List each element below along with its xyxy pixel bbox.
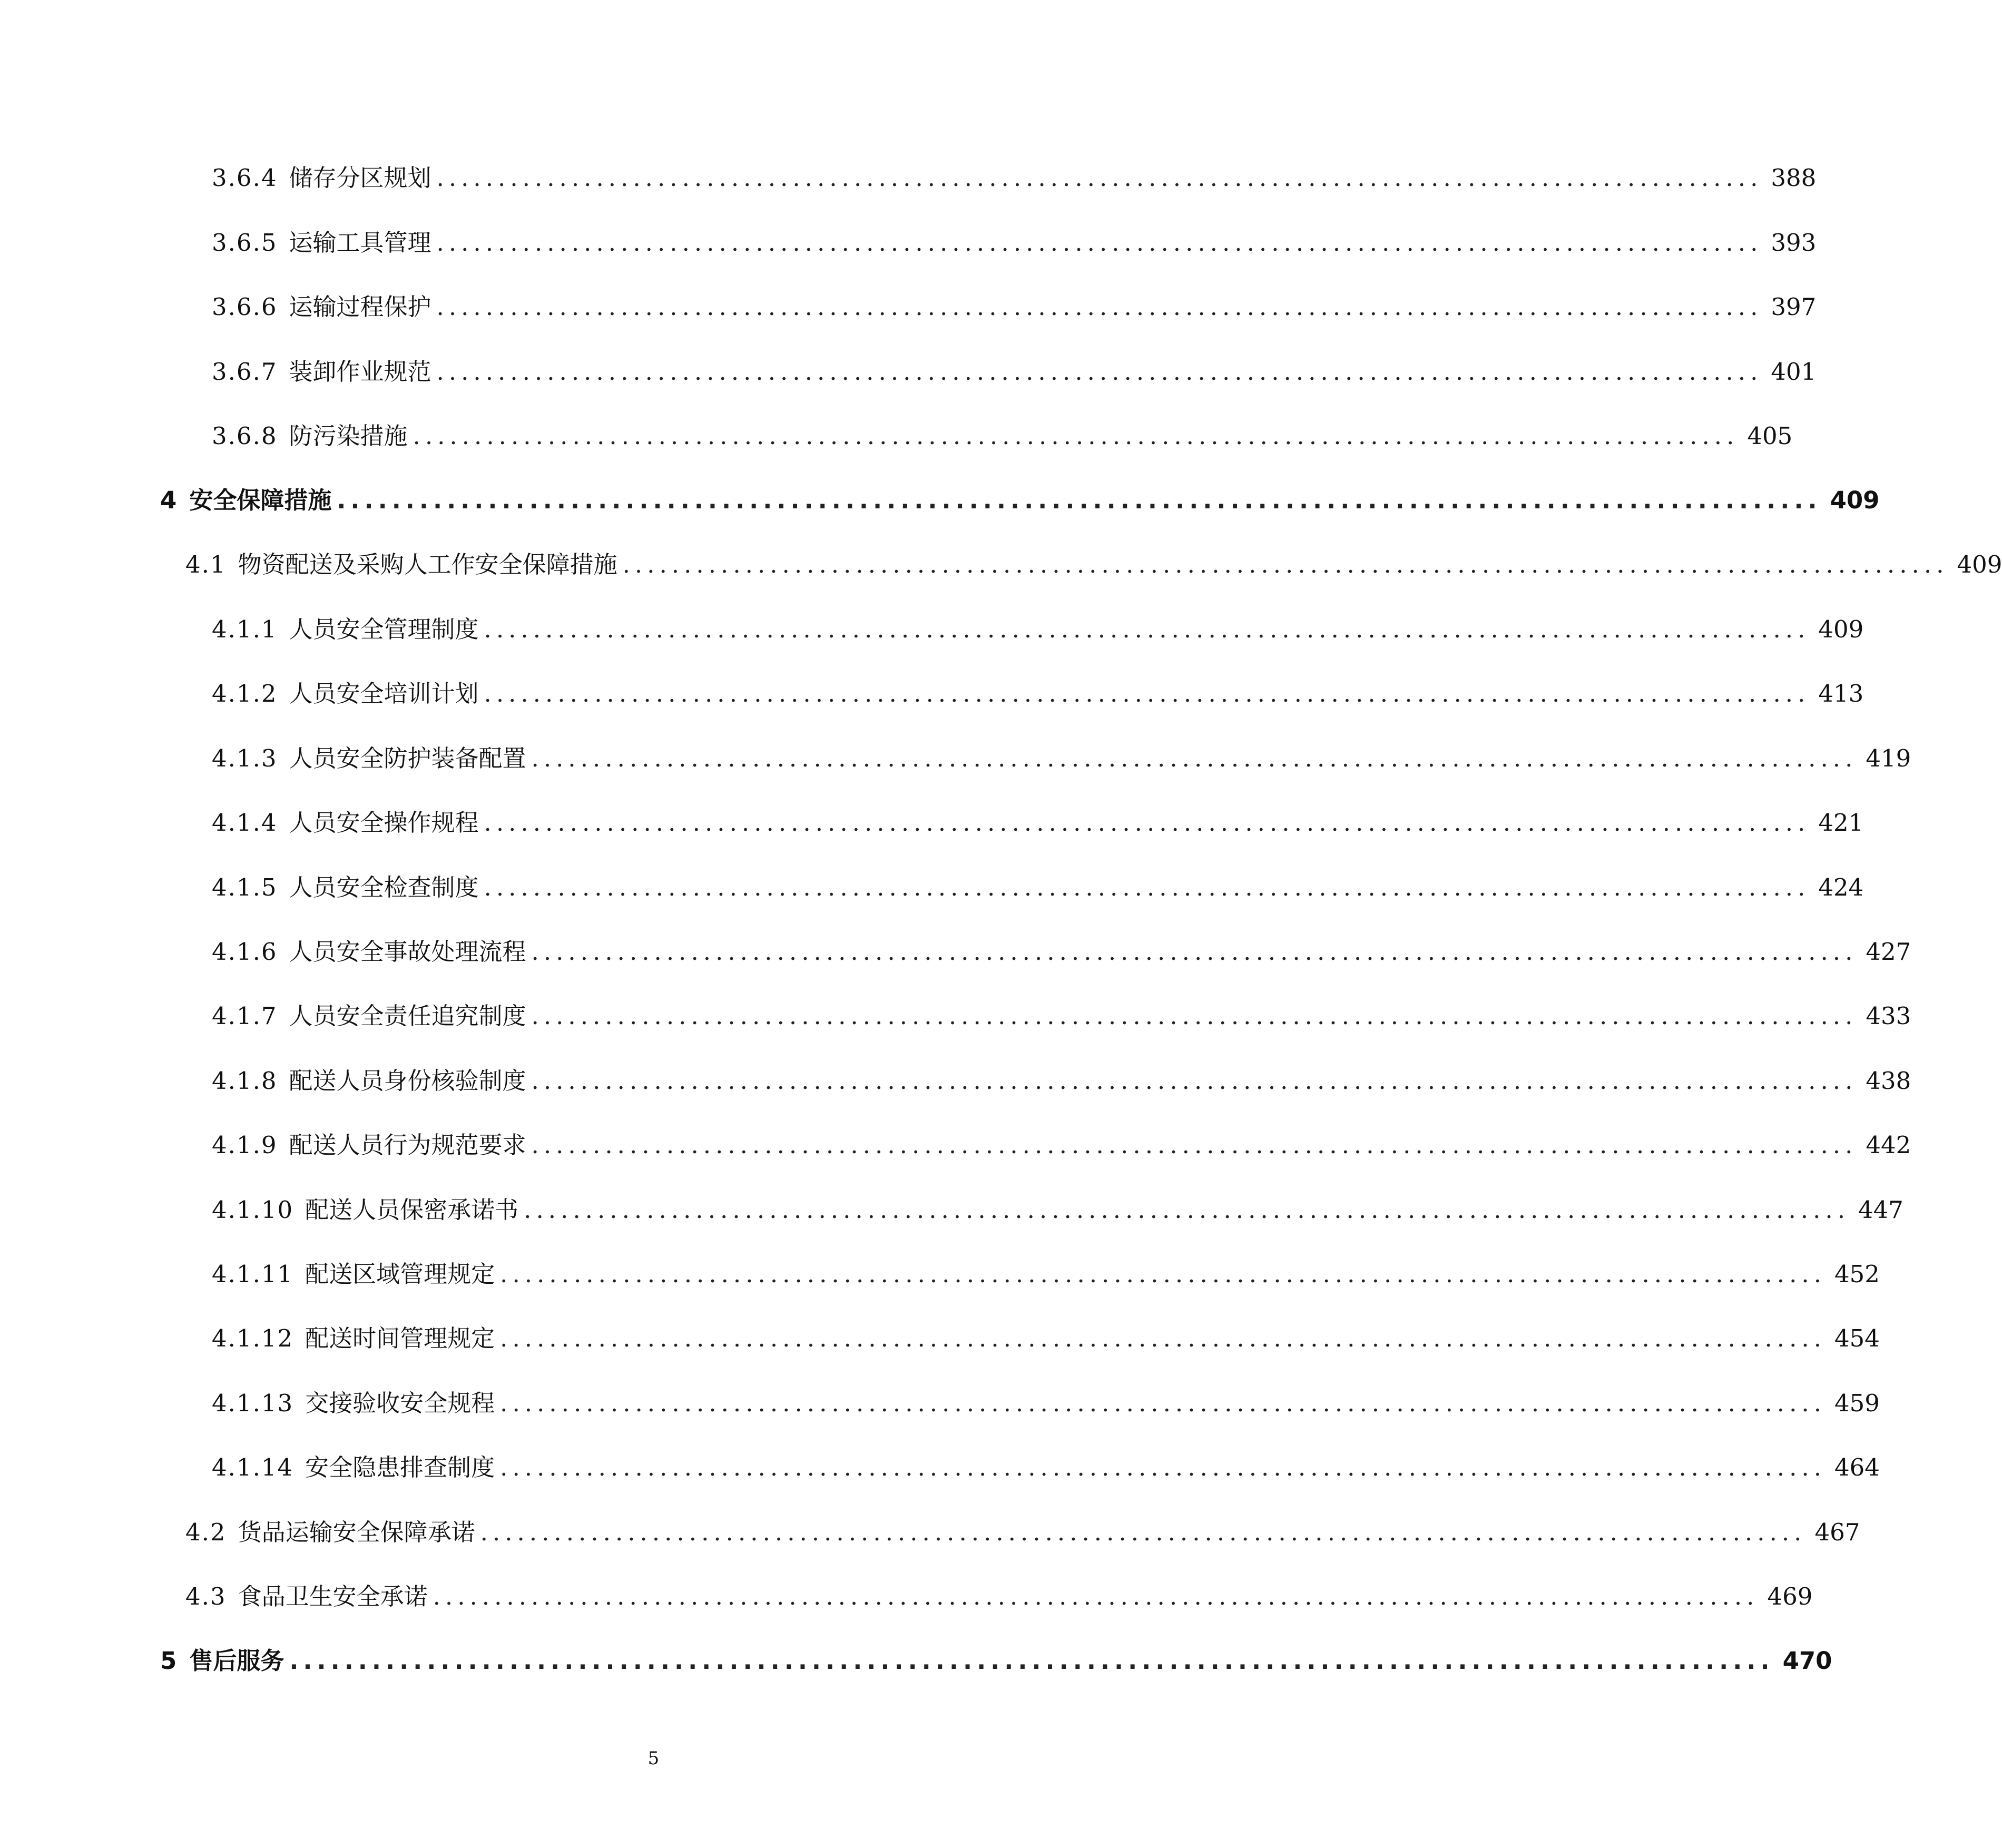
toc-section-entry[interactable] (185, 1576, 1813, 1618)
toc-entry-number: 3.6.4 (212, 164, 278, 192)
toc-dot-leader: ............................................................................................................ (500, 1260, 1827, 1288)
toc-entry-title: 配送区域管理规定 (305, 1260, 495, 1288)
toc-entry-number: 4 (160, 486, 178, 514)
toc-dot-leader: ............................................................................................................ (531, 1131, 1858, 1159)
toc-entry-number: 4.1.1 (212, 615, 278, 643)
toc-dot-leader: ............................................................................................................ (531, 1002, 1858, 1030)
toc-entry-title: 配送时间管理规定 (305, 1324, 495, 1352)
toc-dot-leader: ............................................................................................................ (531, 744, 1858, 772)
toc-entry-number: 4.1.4 (212, 809, 278, 837)
toc-dot-leader: ............................................................................................................ (531, 1067, 1858, 1095)
toc-entry-number: 4.1.7 (212, 1002, 278, 1030)
toc-entry-title: 人员安全培训计划 (289, 680, 479, 707)
toc-dot-leader: ............................................................................................................ (413, 422, 1739, 450)
toc-entry-title: 人员安全操作规程 (289, 809, 479, 837)
toc-dot-leader: ............................................................................................................ (436, 358, 1763, 386)
toc-dot-leader: ............................................................................................................ (436, 164, 1763, 192)
toc-section-entry[interactable] (185, 544, 2002, 586)
toc-entry-number: 4.1.8 (212, 1067, 278, 1095)
toc-entry[interactable] (212, 931, 1911, 973)
toc-entry-title: 物资配送及采购人工作安全保障措施 (238, 551, 617, 578)
toc-entry[interactable] (212, 351, 1817, 393)
toc-entry-title: 交接验收安全规程 (305, 1389, 495, 1417)
toc-dot-leader: ............................................................................................................ (484, 680, 1810, 707)
toc-entry-page: 467 (1814, 1518, 1860, 1546)
toc-chapter-entry[interactable] (160, 1640, 1832, 1682)
toc-entry-number: 4.1.9 (212, 1131, 278, 1159)
toc-entry[interactable] (212, 1447, 1880, 1489)
toc-entry-page: 447 (1858, 1196, 1903, 1224)
toc-entry-number: 4.1.11 (212, 1260, 294, 1288)
toc-entry-number: 4.1.13 (212, 1389, 294, 1417)
toc-entry-page: 464 (1834, 1453, 1880, 1481)
toc-entry-title: 人员安全责任追究制度 (289, 1002, 526, 1030)
toc-entry-number: 3.6.8 (212, 422, 278, 450)
toc-dot-leader: ............................................................................................................ (500, 1324, 1827, 1352)
toc-entry-title: 装卸作业规范 (289, 358, 431, 386)
toc-entry-page: 470 (1782, 1647, 1832, 1675)
toc-entry-number: 3.6.6 (212, 293, 278, 321)
toc-entry-title: 货品运输安全保障承诺 (238, 1518, 475, 1546)
toc-entry-page: 419 (1866, 744, 1911, 772)
toc-entry[interactable] (212, 1060, 1911, 1102)
toc-entry-number: 4.1.3 (212, 744, 278, 772)
toc-entry-title: 配送人员保密承诺书 (305, 1196, 519, 1224)
toc-dot-leader: ............................................................................................................ (484, 615, 1810, 643)
toc-dot-leader: ............................................................................................................ (524, 1196, 1850, 1224)
toc-entry[interactable] (212, 995, 1911, 1037)
toc-entry-page: 409 (1957, 551, 2002, 578)
toc-entry-number: 4.1.12 (212, 1324, 294, 1352)
toc-entry-number: 4.1.6 (212, 938, 278, 966)
toc-entry[interactable] (212, 1253, 1880, 1295)
toc-entry[interactable] (212, 738, 1911, 780)
toc-dot-leader: ............................................................................................................ (484, 809, 1810, 837)
toc-entry[interactable] (212, 157, 1817, 199)
toc-entry-title: 售后服务 (189, 1647, 284, 1675)
toc-entry-page: 452 (1834, 1260, 1880, 1288)
page-number: 5 (647, 1748, 660, 1769)
toc-entry-title: 储存分区规划 (289, 164, 431, 192)
toc-entry-number: 4.1.10 (212, 1196, 294, 1224)
toc-entry-page: 409 (1830, 486, 1880, 514)
toc-entry[interactable] (212, 867, 1864, 909)
toc-dot-leader: ............................................................................................................ (484, 873, 1810, 901)
toc-entry[interactable] (212, 1189, 1903, 1231)
toc-entry-title: 配送人员身份核验制度 (289, 1067, 526, 1095)
toc-dot-leader: ............................................................................................................ (337, 486, 1822, 514)
toc-entry-title: 运输过程保护 (289, 293, 431, 321)
toc-entry-page: 454 (1834, 1324, 1880, 1352)
toc-entry-page: 393 (1771, 229, 1817, 257)
toc-entry-page: 409 (1818, 615, 1864, 643)
toc-section-entry[interactable] (185, 1511, 1860, 1554)
toc-dot-leader: ............................................................................................................ (436, 293, 1763, 321)
toc-entry[interactable] (212, 1382, 1880, 1424)
toc-entry-title: 运输工具管理 (289, 229, 431, 257)
toc-entry[interactable] (212, 1124, 1911, 1166)
toc-entry-number: 4.2 (185, 1518, 227, 1546)
toc-entry-number: 4.1 (185, 551, 227, 578)
toc-entry-page: 421 (1818, 809, 1864, 837)
toc-entry-page: 401 (1771, 358, 1817, 386)
toc-dot-leader: ............................................................................................................ (500, 1389, 1827, 1417)
toc-entry-title: 安全隐患排查制度 (305, 1453, 495, 1481)
toc-entry-page: 427 (1866, 938, 1911, 966)
toc-entry-page: 405 (1747, 422, 1793, 450)
toc-chapter-entry[interactable] (160, 479, 1880, 522)
toc-entry[interactable] (212, 286, 1817, 328)
toc-entry-page: 459 (1834, 1389, 1880, 1417)
toc-entry-number: 5 (160, 1647, 178, 1675)
toc-entry-title: 人员安全防护装备配置 (289, 744, 526, 772)
toc-entry[interactable] (212, 222, 1817, 264)
toc-dot-leader: ............................................................................................................ (436, 229, 1763, 257)
toc-entry-title: 人员安全管理制度 (289, 615, 479, 643)
toc-entry-page: 397 (1771, 293, 1817, 321)
toc-entry-number: 4.1.5 (212, 873, 278, 901)
toc-entry-number: 4.1.2 (212, 680, 278, 707)
toc-entry-number: 4.1.14 (212, 1453, 294, 1481)
toc-dot-leader: ............................................................................................................ (531, 938, 1858, 966)
toc-entry-page: 469 (1767, 1582, 1813, 1610)
toc-entry-page: 424 (1818, 873, 1864, 901)
toc-dot-leader: ............................................................................................................ (289, 1647, 1774, 1675)
toc-entry[interactable] (212, 415, 1793, 457)
toc-entry-page: 433 (1866, 1002, 1911, 1030)
toc-entry-title: 安全保障措施 (189, 486, 332, 514)
toc-dot-leader: ............................................................................................................ (433, 1582, 1759, 1610)
toc-entry-title: 人员安全事故处理流程 (289, 938, 526, 966)
toc-entry-page: 388 (1771, 164, 1817, 192)
toc-dot-leader: ............................................................................................................ (500, 1453, 1827, 1481)
toc-entry-page: 442 (1866, 1131, 1911, 1159)
toc-entry-number: 3.6.7 (212, 358, 278, 386)
toc-entry-number: 3.6.5 (212, 229, 278, 257)
toc-entry-page: 438 (1866, 1067, 1911, 1095)
toc-entry[interactable] (212, 802, 1864, 844)
toc-entry[interactable] (212, 673, 1864, 715)
toc-entry-title: 食品卫生安全承诺 (238, 1582, 428, 1610)
toc-entry-title: 人员安全检查制度 (289, 873, 479, 901)
toc-entry[interactable] (212, 1318, 1880, 1360)
toc-entry-page: 413 (1818, 680, 1864, 707)
toc-dot-leader: ............................................................................................................ (622, 551, 1949, 578)
toc-entry-title: 配送人员行为规范要求 (289, 1131, 526, 1159)
toc-entry-number: 4.3 (185, 1582, 227, 1610)
toc-dot-leader: ............................................................................................................ (480, 1518, 1807, 1546)
toc-entry[interactable] (212, 608, 1864, 651)
toc-entry-title: 防污染措施 (289, 422, 408, 450)
